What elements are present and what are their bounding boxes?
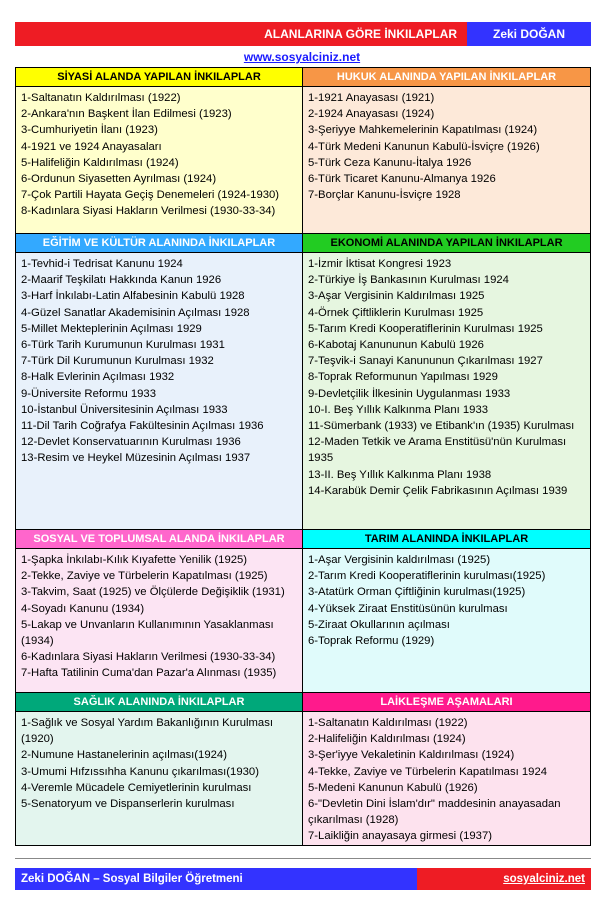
section-title: TARIM ALANINDA İNKILAPLAR [303,530,590,549]
page-title: ALANLARINA GÖRE İNKILAPLAR [15,22,467,46]
list-item: 11-Dil Tarih Coğrafya Fakültesinin Açılması 1936 [21,420,264,433]
section-title: EĞİTİM VE KÜLTÜR ALANINDA İNKILAPLAR [16,234,302,253]
list-item: 5-Ziraat Okullarının açılması [308,618,450,631]
footer-author: Zeki DOĞAN – Sosyal Bilgiler Öğretmeni [15,868,417,890]
table-row [16,693,590,845]
list-item: 1-Saltanatın Kaldırılması (1922) [308,717,468,729]
list-item: 3-Umumi Hıfzıssıhha Kanunu çıkarılması(1930) [21,765,259,778]
list-item: 2-Tekke, Zaviye ve Türbelerin Kapatılması (1925) [21,570,268,583]
list-item: 6-Kabotaj Kanununun Kabulü 1926 [308,339,484,352]
list-item: 2-Halifeliğin Kaldırılması (1924) [308,733,466,746]
list-item: 4-Güzel Sanatlar Akademisinin Açılması 1928 [21,306,250,319]
list-item: 1-Tevhid-i Tedrisat Kanunu 1924 [21,258,183,270]
list-item: 1-1921 Anayasası (1921) [308,92,435,104]
list-item: 6-"Devletin Dini İslam'dır" maddesinin anayasadan çıkarılması (1928) [308,798,561,827]
list-item: 2-Maarif Teşkilatı Hakkında Kanun 1926 [21,274,222,287]
section-hukuk [303,68,590,233]
list-item: 2-Türkiye İş Bankasının Kurulması 1924 [308,274,509,287]
section-list [303,87,590,207]
section-list [303,253,590,503]
list-item: 5-Türk Ceza Kanunu-İtalya 1926 [308,156,472,169]
list-item: 1-Şapka İnkılabı-Kılık Kıyafette Yenilik (1925) [21,554,248,566]
title-bar [15,22,591,46]
list-item: 2-Numune Hastanelerinin açılması(1924) [21,749,227,762]
section-list [16,253,302,471]
list-item: 10-I. Beş Yıllık Kalkınma Planı 1933 [308,403,489,416]
list-item: 4-Yüksek Ziraat Enstitüsünün kurulması [308,602,508,615]
revolutions-table [15,67,591,846]
list-item: 12-Maden Tetkik ve Arama Enstitüsü'nün Kurulması 1935 [308,436,567,465]
list-item: 6-Türk Ticaret Kanunu-Almanya 1926 [308,173,496,186]
list-item: 3-Şeriyye Mahkemelerinin Kapatılması (1924) [308,124,538,137]
footer-bar [15,868,591,890]
footer-site-link[interactable]: sosyalciniz.net [417,868,591,890]
section-title: HUKUK ALANINDA YAPILAN İNKILAPLAR [303,68,590,87]
section-list [16,712,302,816]
list-item: 5-Lakap ve Unvanların Kullanımının Yasaklanması (1934) [21,618,274,648]
section-sosyal [16,530,303,692]
section-tarim [303,530,590,692]
list-item: 4-Türk Medeni Kanunun Kabulü-İsviçre (1926) [308,140,540,153]
list-item: 1-Sağlık ve Sosyal Yardım Bakanlığının Kurulması (1920) [21,717,274,746]
section-title: SAĞLIK ALANINDA İNKILAPLAR [16,693,302,712]
list-item: 6-Toprak Reformu (1929) [308,635,435,648]
section-list [303,712,590,849]
list-item: 5-Tarım Kredi Kooperatiflerinin Kurulması 1925 [308,322,543,335]
list-item: 7-Çok Partili Hayata Geçiş Denemeleri (1924-1930) [21,189,280,202]
list-item: 1-Aşar Vergisinin kaldırılması (1925) [308,554,491,566]
list-item: 4-1921 ve 1924 Anayasaları [21,140,162,153]
list-item: 7-Hafta Tatilinin Cuma'dan Pazar'a Alınması (1935) [21,667,277,680]
list-item: 4-Örnek Çiftliklerin Kurulması 1925 [308,306,484,319]
list-item: 4-Tekke, Zaviye ve Türbelerin Kapatılması 1924 [308,765,548,778]
list-item: 4-Soyadı Kanunu (1934) [21,602,145,615]
list-item: 2-Tarım Kredi Kooperatiflerinin kurulması(1925) [308,570,546,583]
list-item: 5-Millet Mekteplerinin Açılması 1929 [21,322,202,335]
section-saglik [16,693,303,845]
list-item: 9-Üniversite Reformu 1933 [21,387,156,400]
list-item: 8-Toprak Reformunun Yapılması 1929 [308,371,498,384]
list-item: 8-Kadınlara Siyasi Hakların Verilmesi (1930-33-34) [21,205,276,218]
section-title: SOSYAL VE TOPLUMSAL ALANDA İNKILAPLAR [16,530,302,549]
list-item: 3-Atatürk Orman Çiftliğinin kurulması(1925) [308,586,526,599]
list-item: 7-Borçlar Kanunu-İsviçre 1928 [308,189,461,202]
list-item: 12-Devlet Konservatuarının Kurulması 1936 [21,436,241,449]
list-item: 5-Medeni Kanunun Kabulü (1926) [308,781,478,794]
list-item: 6-Türk Tarih Kurumunun Kurulması 1931 [21,339,225,352]
list-item: 3-Harf İnkılabı-Latin Alfabesinin Kabulü 1928 [21,290,245,303]
list-item: 8-Halk Evlerinin Açılması 1932 [21,371,175,384]
table-row [16,530,590,693]
author-name: Zeki DOĞAN [467,22,591,46]
list-item: 13-Resim ve Heykel Müzesinin Açılması 1937 [21,452,251,465]
table-row [16,234,590,530]
list-item: 5-Halifeliğin Kaldırılması (1924) [21,156,179,169]
list-item: 4-Veremle Mücadele Cemiyetlerinin kurulması [21,781,252,794]
list-item: 2-1924 Anayasası (1924) [308,108,435,121]
list-item: 3-Takvim, Saat (1925) ve Ölçülerde Değişiklik (1931) [21,586,285,599]
list-item: 2-Ankara'nın Başkent İlan Edilmesi (1923) [21,108,232,121]
list-item: 1-Saltanatın Kaldırılması (1922) [21,92,181,104]
list-item: 6-Ordunun Siyasetten Ayrılması (1924) [21,173,217,186]
list-item: 7-Türk Dil Kurumunun Kurulması 1932 [21,355,214,368]
list-item: 7-Laikliğin anayasaya girmesi (1937) [308,830,492,843]
section-ekonomi [303,234,590,529]
section-laiklesme [303,693,590,845]
list-item: 13-II. Beş Yıllık Kalkınma Planı 1938 [308,468,492,481]
list-item: 9-Devletçilik İlkesinin Uygulanması 1933 [308,387,511,400]
section-list [16,549,302,686]
section-title: SİYASİ ALANDA YAPILAN İNKILAPLAR [16,68,302,87]
list-item: 3-Cumhuriyetin İlanı (1923) [21,124,158,137]
list-item: 7-Teşvik-i Sanayi Kanununun Çıkarılması 1927 [308,355,543,368]
list-item: 11-Sümerbank (1933) ve Etibank'ın (1935) Kurulması [308,420,575,433]
list-item: 6-Kadınlara Siyasi Hakların Verilmesi (1930-33-34) [21,651,276,664]
section-list [303,549,590,653]
list-item: 14-Karabük Demir Çelik Fabrikasının Açılması 1939 [308,484,568,497]
section-list [16,87,302,224]
section-egitim [16,234,303,529]
list-item: 1-İzmir İktisat Kongresi 1923 [308,258,452,270]
list-item: 5-Senatoryum ve Dispanserlerin kurulması [21,798,235,811]
section-title: EKONOMİ ALANINDA YAPILAN İNKILAPLAR [303,234,590,253]
table-row [16,68,590,234]
list-item: 3-Şer'iyye Vekaletinin Kaldırılması (1924) [308,749,515,762]
footer-divider [15,858,591,859]
list-item: 10-İstanbul Üniversitesinin Açılması 1933 [21,403,228,416]
site-link[interactable]: www.sosyalciniz.net [243,50,361,64]
section-title: LAİKLEŞME AŞAMALARI [303,693,590,712]
list-item: 3-Aşar Vergisinin Kaldırılması 1925 [308,290,485,303]
section-siyasi [16,68,303,233]
